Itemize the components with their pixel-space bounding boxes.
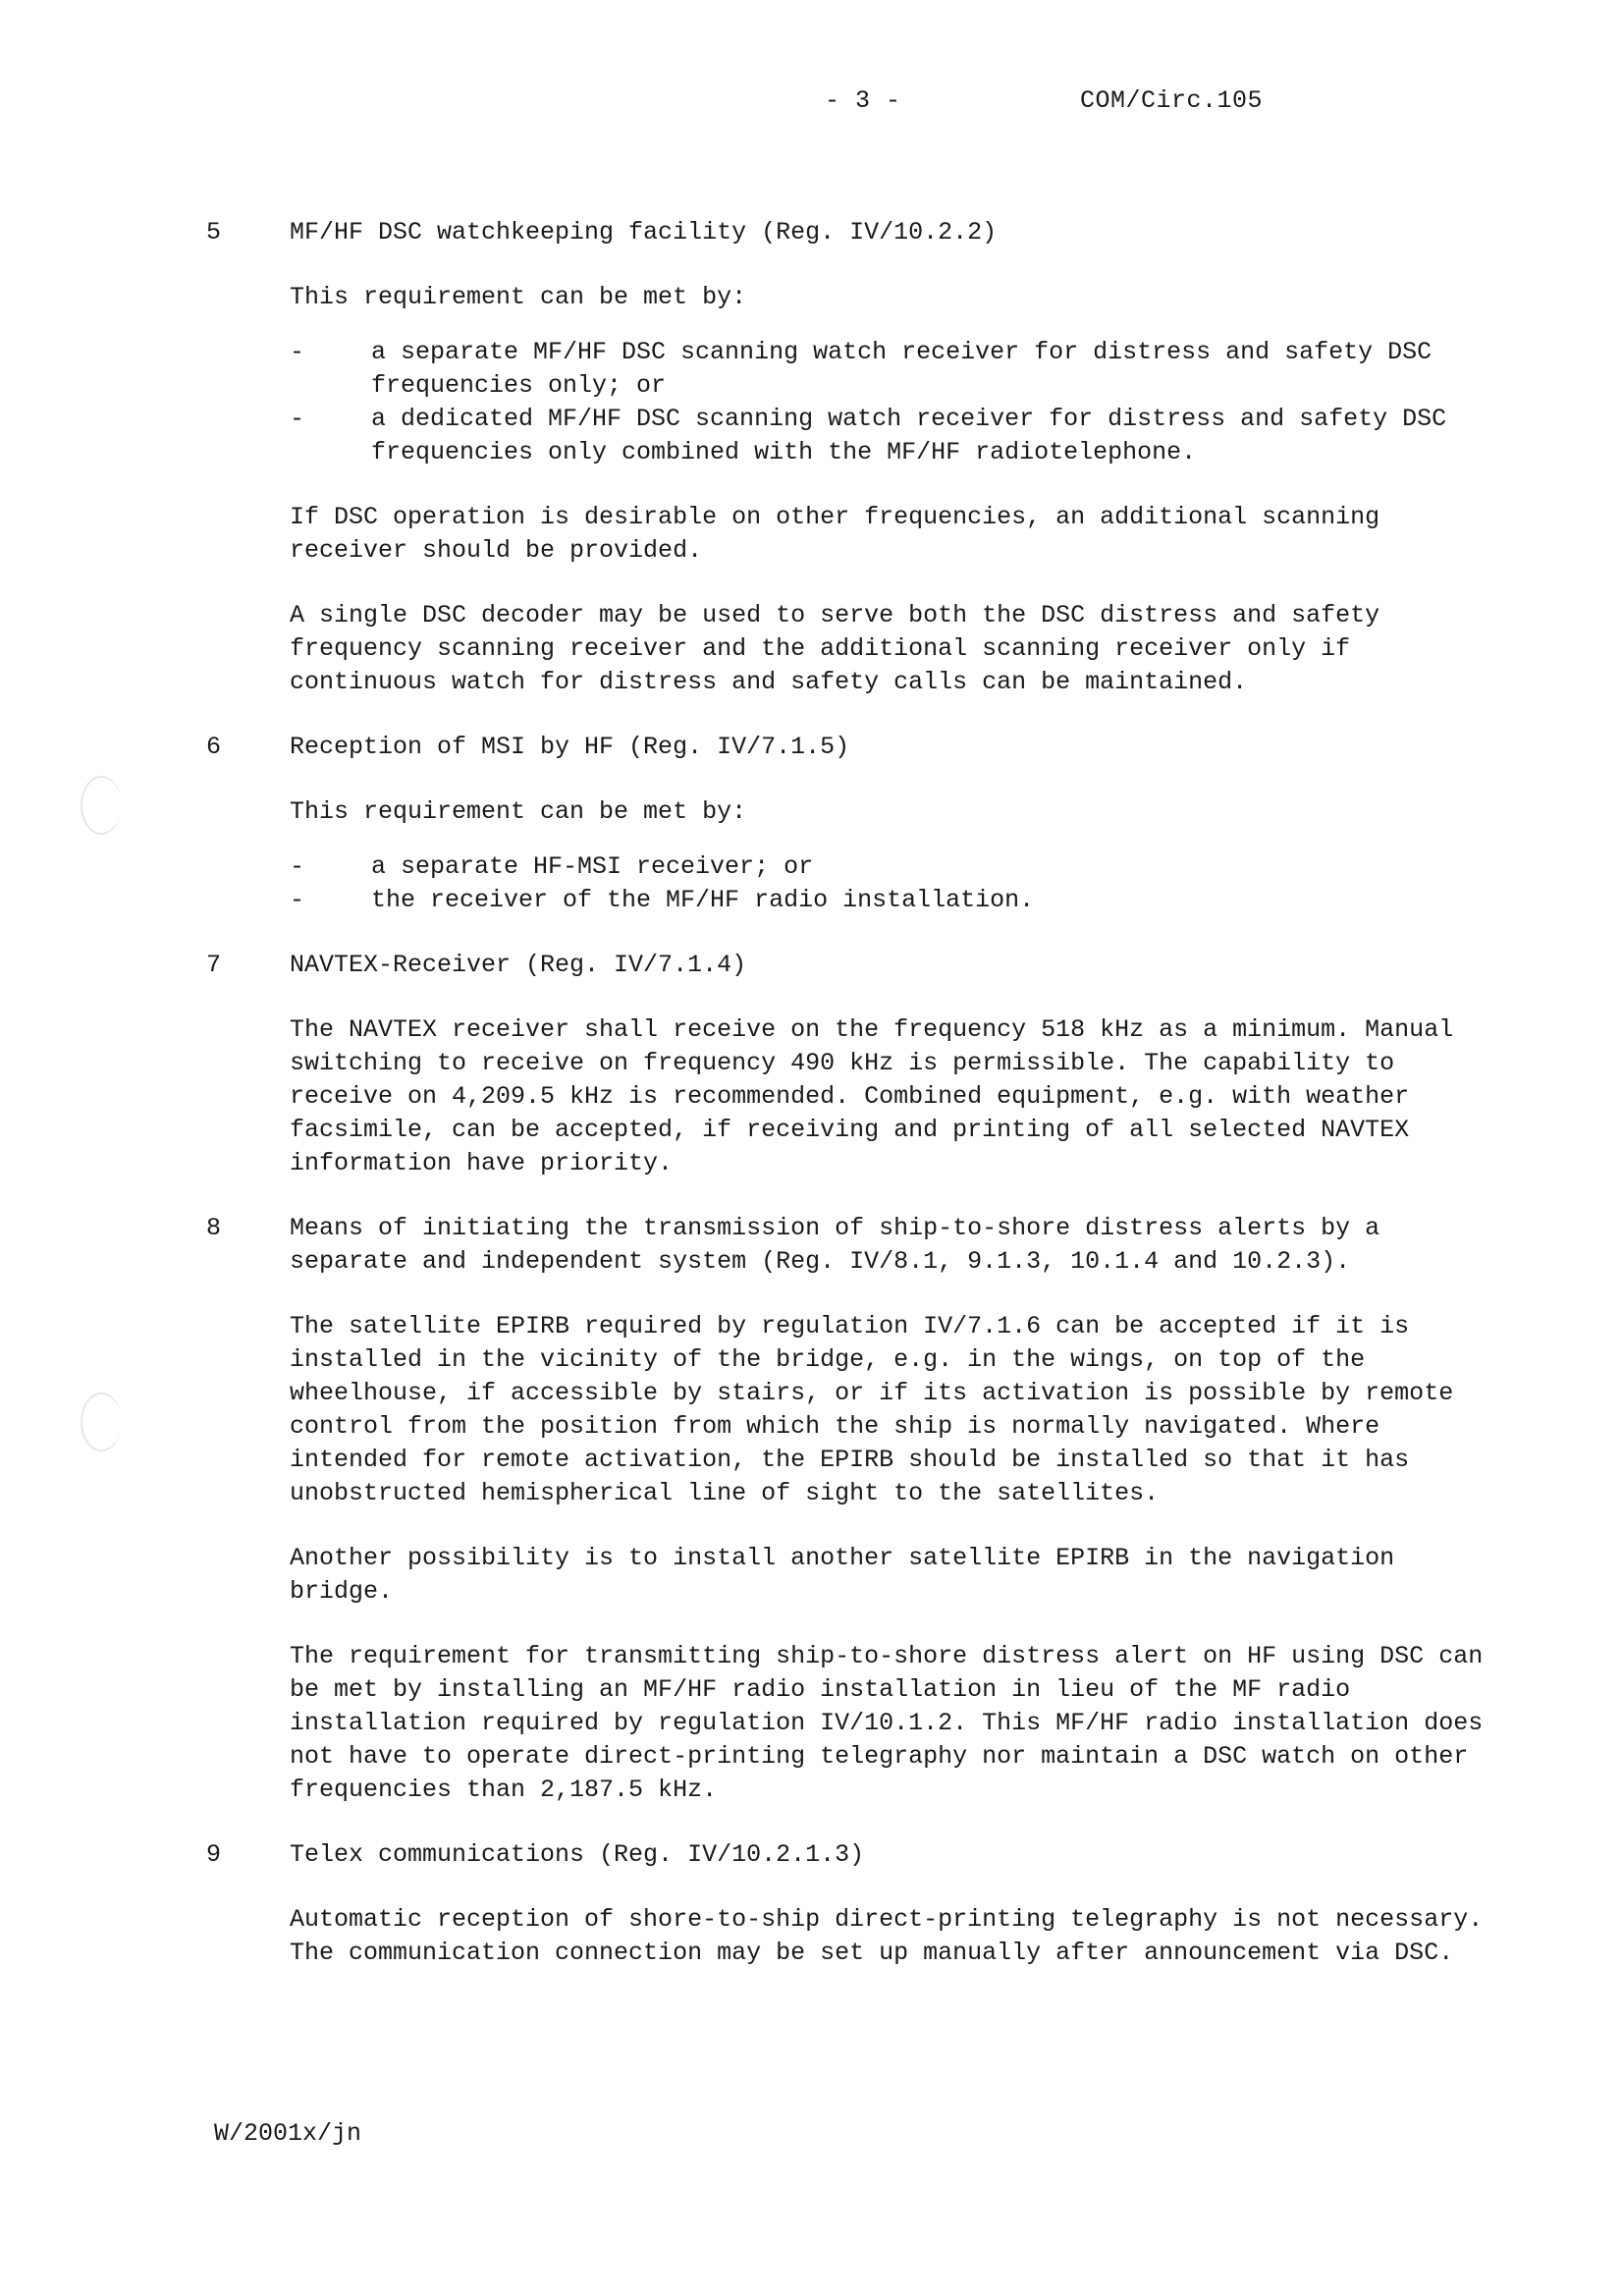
section-title: NAVTEX-Receiver (Reg. IV/7.1.4) bbox=[290, 951, 747, 979]
requirement-list bbox=[290, 336, 1502, 469]
section-6 bbox=[206, 731, 1502, 917]
list-marker: - bbox=[290, 852, 305, 881]
section-9 bbox=[206, 1838, 1502, 1970]
section-paragraph: The requirement for transmitting ship-to-shore distress alert on HF using DSC can be met by installing an MF/HF radio installation in lieu of the MF radio installation required by regulation IV/10.1.2. This MF/HF radio installation does not have to operate direct-printing telegraphy nor maintain a DSC watch on other frequencies than 2,187.5 kHz. bbox=[290, 1642, 1484, 1804]
list-item bbox=[290, 403, 1502, 469]
section-title: Reception of MSI by HF (Reg. IV/7.1.5) bbox=[290, 733, 850, 761]
section-title: Means of initiating the transmission of ship-to-shore distress alerts by a separate and independent system (Reg. IV/8.1, 9.1.3, 10.1.4 and 10.2.3). bbox=[290, 1214, 1380, 1276]
section-title: MF/HF DSC watchkeeping facility (Reg. IV/10.2.2) bbox=[290, 218, 998, 246]
list-marker: - bbox=[290, 338, 305, 366]
section-intro: This requirement can be met by: bbox=[290, 797, 747, 826]
list-item bbox=[290, 336, 1502, 403]
section-paragraph: A single DSC decoder may be used to serve both the DSC distress and safety frequency scanning receiver and the additional scanning receiver only if continuous watch for distress and safety calls can be maintained. bbox=[290, 601, 1380, 696]
section-number: 5 bbox=[206, 218, 222, 246]
section-intro: This requirement can be met by: bbox=[290, 283, 747, 311]
list-item bbox=[290, 850, 1502, 884]
list-item-text: a dedicated MF/HF DSC scanning watch receiver for distress and safety DSC frequencies only combined with the MF/HF radiotelephone. bbox=[371, 405, 1447, 466]
list-item-text: a separate MF/HF DSC scanning watch receiver for distress and safety DSC frequencies only; or bbox=[371, 338, 1433, 400]
section-8 bbox=[206, 1212, 1502, 1807]
section-number: 7 bbox=[206, 951, 222, 979]
list-item-text: the receiver of the MF/HF radio installation. bbox=[371, 886, 1035, 914]
section-number: 9 bbox=[206, 1840, 222, 1869]
punch-hole-mark bbox=[81, 776, 122, 835]
section-number: 6 bbox=[206, 733, 222, 761]
list-item bbox=[290, 884, 1502, 917]
section-number: 8 bbox=[206, 1214, 222, 1242]
section-paragraph: The NAVTEX receiver shall receive on the frequency 518 kHz as a minimum. Manual switching to receive on frequency 490 kHz is permissible. The capability to receive on 4,209.5 kHz is recommended. Combined equipment, e.g. with weather facsimile, can be accepted, if receiving and printing of all selected NAVTEX information have priority. bbox=[290, 1015, 1454, 1177]
section-paragraph: Another possibility is to install another satellite EPIRB in the navigation bridge. bbox=[290, 1544, 1395, 1606]
section-title: Telex communications (Reg. IV/10.2.1.3) bbox=[290, 1840, 865, 1869]
requirement-list bbox=[290, 850, 1502, 917]
page-number: - 3 - bbox=[825, 86, 901, 115]
document-body bbox=[206, 216, 1502, 2001]
section-7 bbox=[206, 949, 1502, 1180]
section-paragraph: If DSC operation is desirable on other frequencies, an additional scanning receiver should be provided. bbox=[290, 503, 1380, 565]
section-paragraph: Automatic reception of shore-to-ship direct-printing telegraphy is not necessary. The communication connection may be set up manually after announcement via DSC. bbox=[290, 1905, 1484, 1967]
document-reference: COM/Circ.105 bbox=[1080, 86, 1264, 115]
footer-code: W/2001x/jn bbox=[214, 2119, 362, 2148]
list-marker: - bbox=[290, 405, 305, 433]
section-5 bbox=[206, 216, 1502, 699]
section-paragraph: The satellite EPIRB required by regulation IV/7.1.6 can be accepted if it is installed in the vicinity of the bridge, e.g. in the wings, on top of the wheelhouse, if accessible by stairs, or if its activation is possible by remote control from the position from which the ship is normally navigated. Where intended for remote activation, the EPIRB should be installed so that it has unobstructed hemispherical line of sight to the satellites. bbox=[290, 1312, 1454, 1507]
punch-hole-mark bbox=[81, 1393, 122, 1451]
list-marker: - bbox=[290, 886, 305, 914]
list-item-text: a separate HF-MSI receiver; or bbox=[371, 852, 814, 881]
